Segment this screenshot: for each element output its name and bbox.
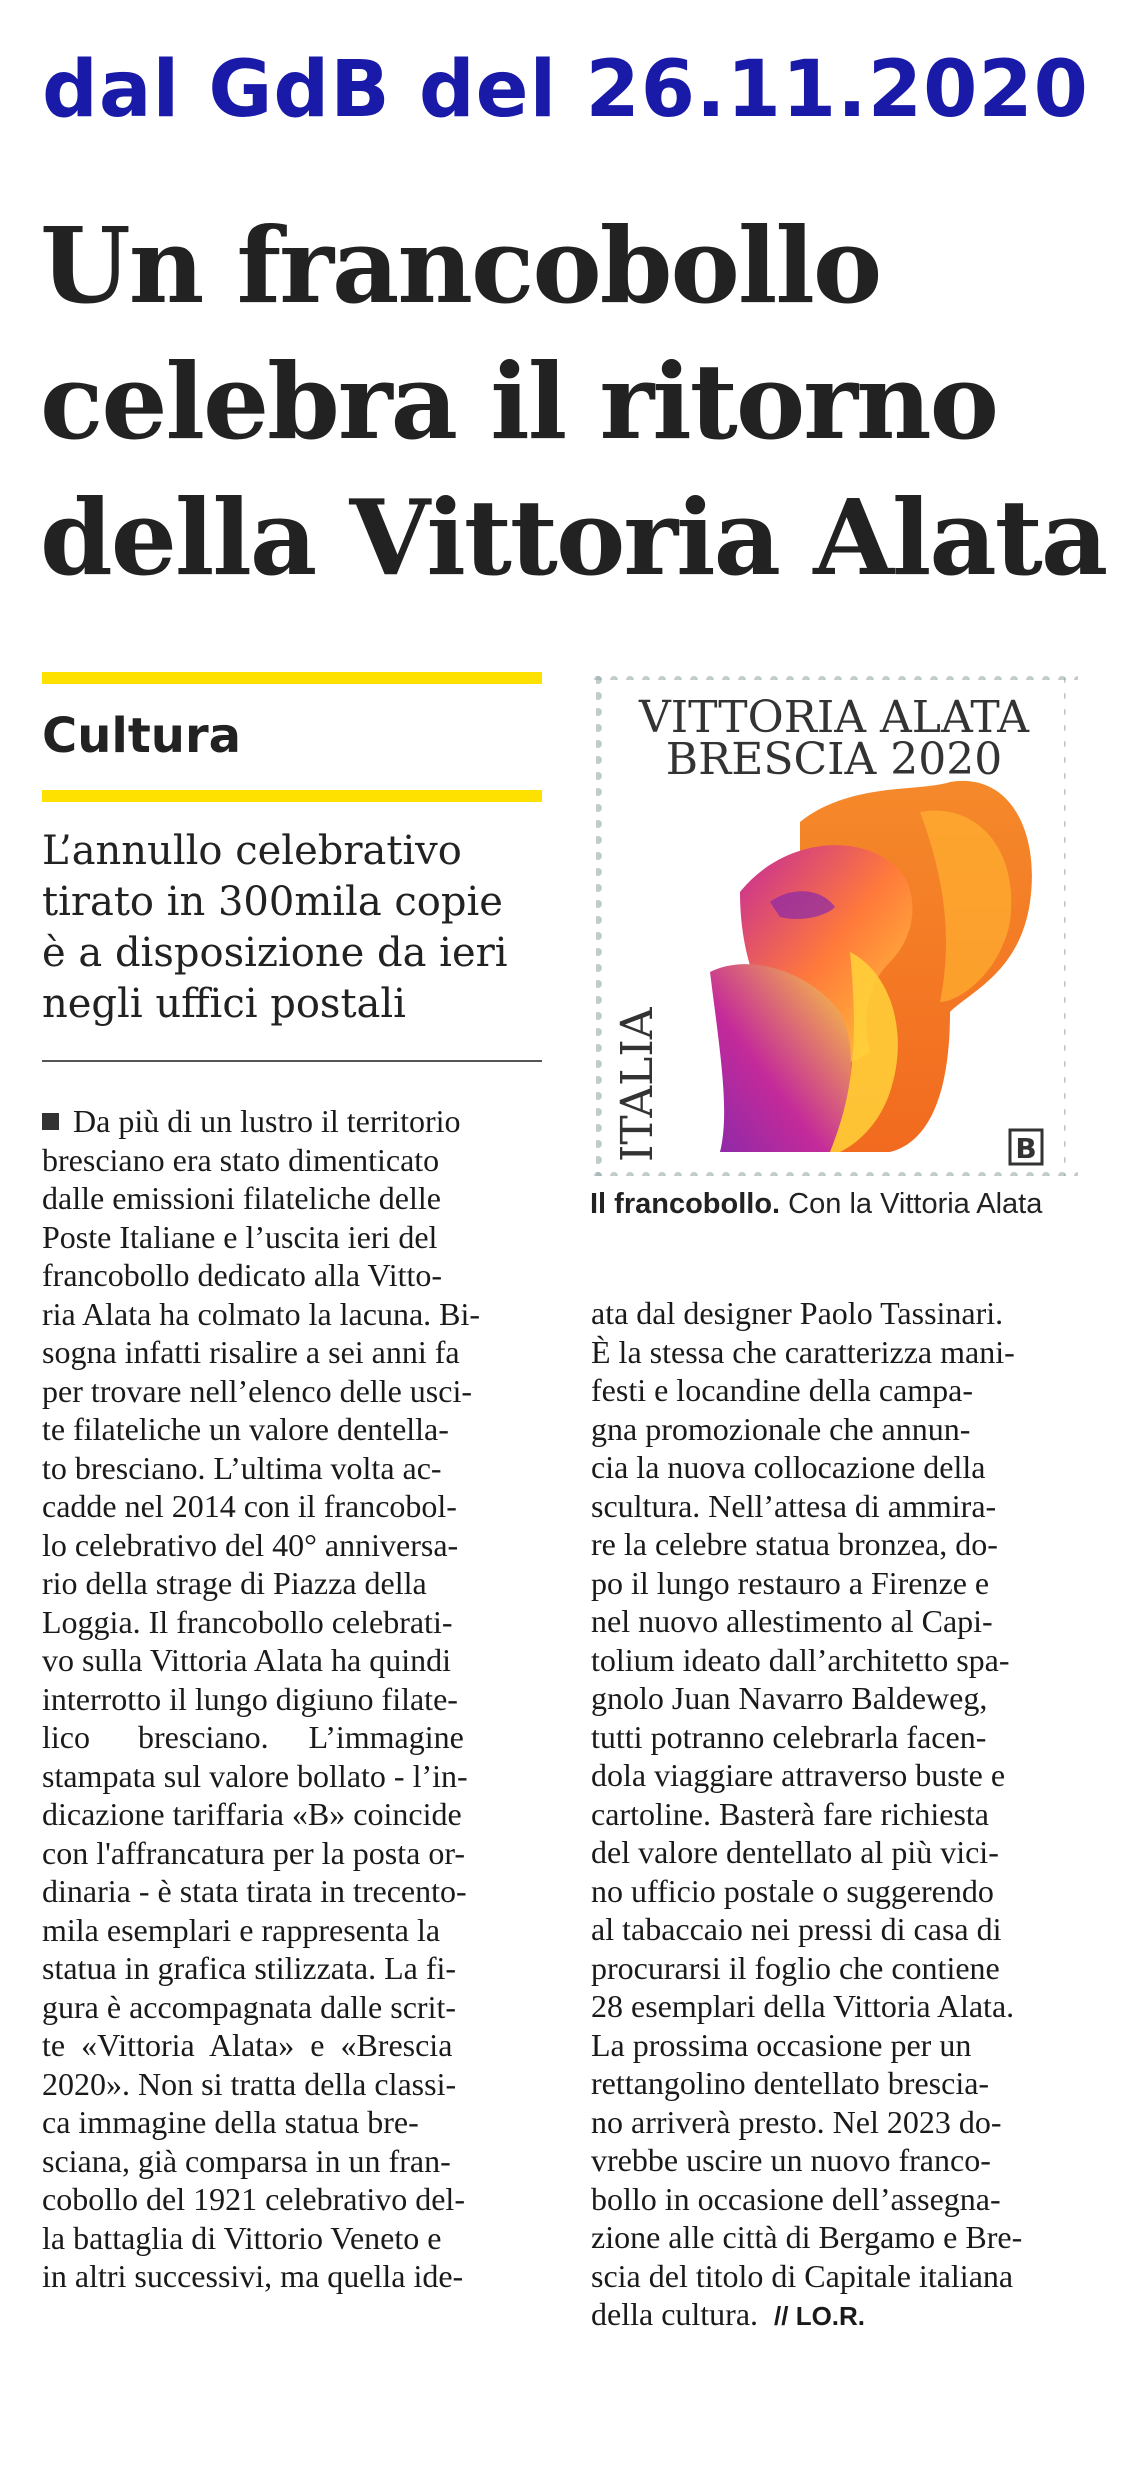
text-line: in altri successivi, ma quella ide-: [42, 2258, 464, 2294]
text-line: con l'affrancatura per la posta or-: [42, 1834, 465, 1871]
text-line: scia del titolo di Capitale italiana: [591, 2257, 1014, 2294]
headline: [40, 198, 1107, 606]
text-line: mila esemplari e rappresenta la: [42, 1911, 441, 1948]
stamp-value: B: [1015, 1132, 1037, 1165]
text-line: ata dal designer Paolo Tassinari.: [591, 1295, 1004, 1331]
headline-line: Un francobollo: [40, 204, 881, 327]
text-line: dalle emissioni filateliche delle: [42, 1180, 441, 1216]
text-line: te filateliche un valore dentella-: [42, 1411, 449, 1447]
bullet-square-icon: [42, 1113, 59, 1130]
text-line: la battaglia di Vittorio Veneto e: [42, 2219, 442, 2256]
text-line: re la celebre statua bronzea, do-: [591, 1526, 998, 1562]
text-line: lico bresciano. L’immagine: [42, 1719, 464, 1755]
caption-label: Il francobollo.: [590, 1188, 781, 1220]
section-top-rule: [42, 672, 542, 684]
text-line: scultura. Nell’attesa di ammira-: [591, 1487, 997, 1524]
text-line: statua in grafica stilizzata. La fi-: [42, 1950, 457, 1986]
text-line: lo celebrativo del 40° anniversa-: [42, 1526, 459, 1563]
headline-line: celebra il ritorno: [40, 340, 997, 463]
stamp-title-1: VITTORIA ALATA: [638, 692, 1030, 743]
text-line: tolium ideato dall’architetto spa-: [591, 1641, 1010, 1678]
text-line: zione alle città di Bergamo e Bre-: [591, 2219, 1023, 2255]
text-line: dola viaggiare attraverso buste e: [591, 1757, 1006, 1793]
text-line: cia la nuova collocazione della: [591, 1449, 986, 1485]
text-line: della cultura. // LO.R.: [591, 2296, 866, 2332]
subhead-line: L’annullo celebrativo: [42, 828, 462, 874]
text-line: francobollo dedicato alla Vitto-: [42, 1257, 443, 1293]
text-line: cadde nel 2014 con il francobol-: [42, 1488, 457, 1524]
text-line: gura è accompagnata dalle scrit-: [42, 1988, 456, 2025]
stamp-illustration: [590, 672, 1078, 1176]
section-label: Cultura: [42, 708, 242, 764]
subheadline: [42, 826, 552, 1030]
headline-line: della Vittoria Alata: [40, 476, 1107, 599]
text-line: sciana, già comparsa in un fran-: [42, 2142, 451, 2179]
text-line: Da più di un lustro il territorio: [42, 1102, 547, 1141]
text-line: del valore dentellato al più vici-: [591, 1834, 999, 1870]
text-line: gnolo Juan Navarro Baldeweg,: [591, 1680, 988, 1716]
text-line: ria Alata ha colmato la lacuna. Bi-: [42, 1295, 481, 1332]
divider: [42, 1060, 542, 1062]
text-line: festi e locandine della campa-: [591, 1372, 974, 1408]
stamp-title-2: BRESCIA 2020: [665, 734, 1003, 785]
section-bottom-rule: [42, 790, 542, 802]
text-line: sogna infatti risalire a sei anni fa: [42, 1334, 460, 1370]
stamp-image: [590, 672, 1078, 1176]
caption-text: Con la Vittoria Alata: [780, 1188, 1043, 1220]
text-line: interrotto il lungo digiuno filate-: [42, 1680, 458, 1717]
text-line: tutti potranno celebrarla facen-: [591, 1718, 987, 1755]
text-line: cartoline. Basterà fare richiesta: [591, 1795, 989, 1832]
text-line: stampata sul valore bollato - l’in-: [42, 1757, 468, 1794]
subhead-line: negli uffici postali: [42, 981, 406, 1027]
text-line: 28 esemplari della Vittoria Alata.: [591, 1988, 1015, 2024]
text-line: vrebbe uscire un nuovo franco-: [591, 2142, 991, 2178]
text-line: no ufficio postale o suggerendo: [591, 1872, 994, 1909]
text-line: bresciano era stato dimenticato: [42, 1141, 440, 1178]
text-line: vo sulla Vittoria Alata ha quindi: [42, 1642, 451, 1678]
text-line: bollo in occasione dell’assegna-: [591, 2180, 1001, 2217]
text-line: dinaria - è stata tirata in trecento-: [42, 1873, 467, 1909]
text-line: al tabaccaio nei pressi di casa di: [591, 1911, 1002, 1947]
text-line: gna promozionale che annun-: [591, 1410, 971, 1447]
image-caption: [590, 1186, 1110, 1222]
text-line: dicazione tariffaria «B» coincide: [42, 1796, 462, 1832]
source-line: dal GdB del 26.11.2020: [42, 45, 1089, 135]
text-line: rettangolino dentellato brescia-: [591, 2065, 990, 2101]
stamp-country: ITALIA: [612, 1007, 663, 1162]
author-signature: // LO.R.: [774, 2301, 866, 2331]
text-line: 2020». Non si tratta della classi-: [42, 2065, 457, 2102]
text-line: rio della strage di Piazza della: [42, 1565, 427, 1601]
text-line: La prossima occasione per un: [591, 2026, 972, 2063]
text-line: nel nuovo allestimento al Capi-: [591, 1603, 993, 1639]
text-line: cobollo del 1921 celebrativo del-: [42, 2181, 465, 2217]
text-line: È la stessa che caratterizza mani-: [591, 1333, 1015, 1370]
text-line: Loggia. Il francobollo celebrati-: [42, 1603, 453, 1640]
text-line: ca immagine della statua bre-: [42, 2104, 419, 2140]
article-column-left: [42, 1102, 547, 2296]
text-line: procurarsi il foglio che contiene: [591, 1949, 1000, 1986]
subhead-line: è a disposizione da ieri: [42, 930, 508, 976]
text-line: per trovare nell’elenco delle usci-: [42, 1372, 472, 1409]
text-line: to bresciano. L’ultima volta ac-: [42, 1449, 442, 1486]
text-line: te «Vittoria Alata» e «Brescia: [42, 2027, 453, 2063]
text-line: no arriverà presto. Nel 2023 do-: [591, 2103, 1002, 2140]
text-line: po il lungo restauro a Firenze e: [591, 1564, 990, 1601]
subhead-line: tirato in 300mila copie: [42, 879, 503, 925]
article-column-right: [591, 1294, 1096, 2336]
text-line: Poste Italiane e l’uscita ieri del: [42, 1218, 438, 1255]
